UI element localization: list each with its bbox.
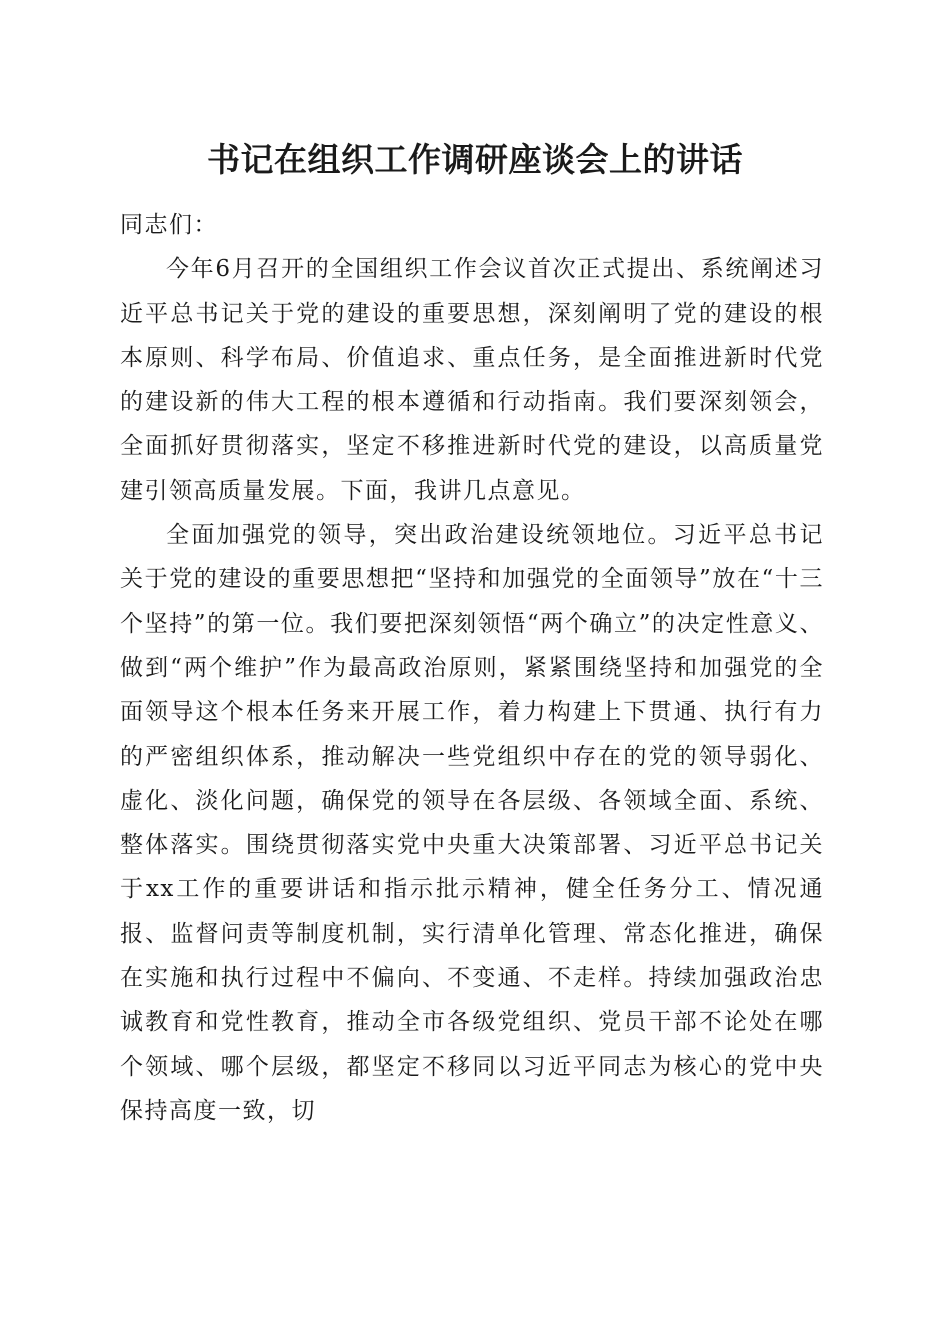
document-body (120, 203, 824, 1133)
paragraph-party-leadership: 全面加强党的领导，突出政治建设统领地位。习近平总书记关于党的建设的重要思想把“坚持和加强党的全面领导”放在“十三个坚持”的第一位。我们要把深刻领悟“两个确立”的决定性意义、做到“两个维护”作为最高政治原则，紧紧围绕坚持和加强党的全面领导这个根本任务来开展工作，着力构建上下贯通、执行有力的严密组织体系，推动解决一些党组织中存在的党的领导弱化、虚化、淡化问题，确保党的领导在各层级、各领域全面、系统、整体落实。围绕贯彻落实党中央重大决策部署、习近平总书记关于xx工作的重要讲话和指示批示精神，健全任务分工、情况通报、监督问责等制度机制，实行清单化管理、常态化推进，确保在实施和执行过程中不偏向、不变通、不走样。持续加强政治忠诚教育和党性教育，推动全市各级党组织、党员干部不论处在哪个领域、哪个层级，都坚定不移同以习近平同志为核心的党中央保持高度一致，切 (120, 522, 824, 1124)
paragraph-intro: 今年6月召开的全国组织工作会议首次正式提出、系统阐述习近平总书记关于党的建设的重要思想，深刻阐明了党的建设的根本原则、科学布局、价值追求、重点任务，是全面推进新时代党的建设新的伟大工程的根本遵循和行动指南。我们要深刻领会，全面抓好贯彻落实，坚定不移推进新时代党的建设，以高质量党建引领高质量发展。下面，我讲几点意见。 (120, 256, 824, 504)
document-title: 书记在组织工作调研座谈会上的讲话 (207, 140, 743, 179)
salutation: 同志们： (120, 212, 218, 238)
